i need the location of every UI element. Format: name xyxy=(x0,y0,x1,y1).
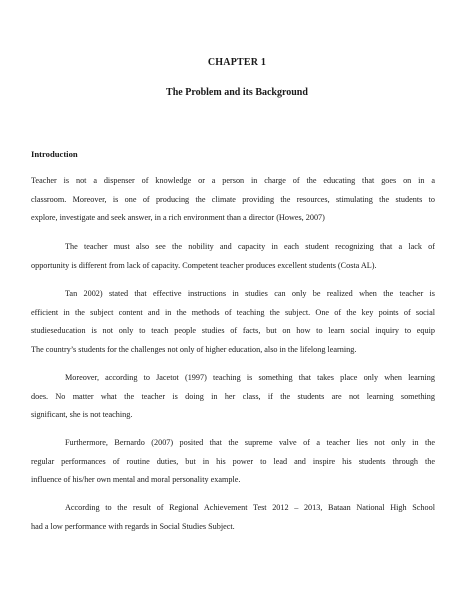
paragraph-line: The teacher must also see the nobility and capacity in each student recognizing that a lack of xyxy=(65,242,435,251)
paragraph-line: Moreover, according to Jacetot (1997) teaching is something that takes place only when learning xyxy=(65,373,435,382)
chapter-number: CHAPTER 1 xyxy=(207,57,267,68)
paragraph-line: explore, investigate and seek answer, in a rich environment than a director (Howes, 2007) xyxy=(31,213,325,223)
paragraph-line: Tan 2002) stated that effective instructions in studies can only be realized when the teacher is xyxy=(65,289,435,298)
paragraph-5 xyxy=(31,434,435,490)
section-heading: Introduction xyxy=(31,149,78,159)
paragraph-line: had a low performance with regards in Social Studies Subject. xyxy=(31,521,235,531)
paragraph-3 xyxy=(31,285,435,359)
paragraph-line: Teacher is not a dispenser of knowledge or a person in charge of the educating that goes on in a xyxy=(31,176,435,185)
paragraph-4 xyxy=(31,369,435,425)
paragraph-line: influence of his/her own mental and moral personality example. xyxy=(31,475,241,485)
paragraph-line: regular performances of routine duties, but in his power to lead and inspire his students through the xyxy=(31,456,435,466)
paragraph-line: The country’s students for the challenges not only of higher education, also in the lifelong learning. xyxy=(31,344,357,354)
paragraph-line: Furthermore, Bernardo (2007) posited that the supreme valve of a teacher lies not only in the xyxy=(65,438,435,447)
paragraph-6 xyxy=(31,499,435,536)
paragraph-line: significant, she is not teaching. xyxy=(31,410,133,420)
paragraph-line: opportunity is different from lack of capacity. Competent teacher produces excellent students (Costa AL). xyxy=(31,260,377,270)
paragraph-2 xyxy=(31,238,435,275)
paragraph-line: studieseducation is not only to teach people studies of facts, but on how to learn social inquiry to equip xyxy=(31,326,435,336)
paragraph-line: does. No matter what the teacher is doing in her class, if the students are not learning something xyxy=(31,391,435,401)
paragraph-line: classroom. Moreover, is one of producing the climate providing the resources, stimulating the students to xyxy=(31,194,435,204)
paragraph-line: According to the result of Regional Achievement Test 2012 – 2013, Bataan National High School xyxy=(65,503,435,512)
chapter-title: The Problem and its Background xyxy=(166,87,308,98)
paragraph-1 xyxy=(31,172,435,228)
paragraph-line: efficient in the subject content and in the methods of teaching the subject. One of the key points of social xyxy=(31,307,435,317)
